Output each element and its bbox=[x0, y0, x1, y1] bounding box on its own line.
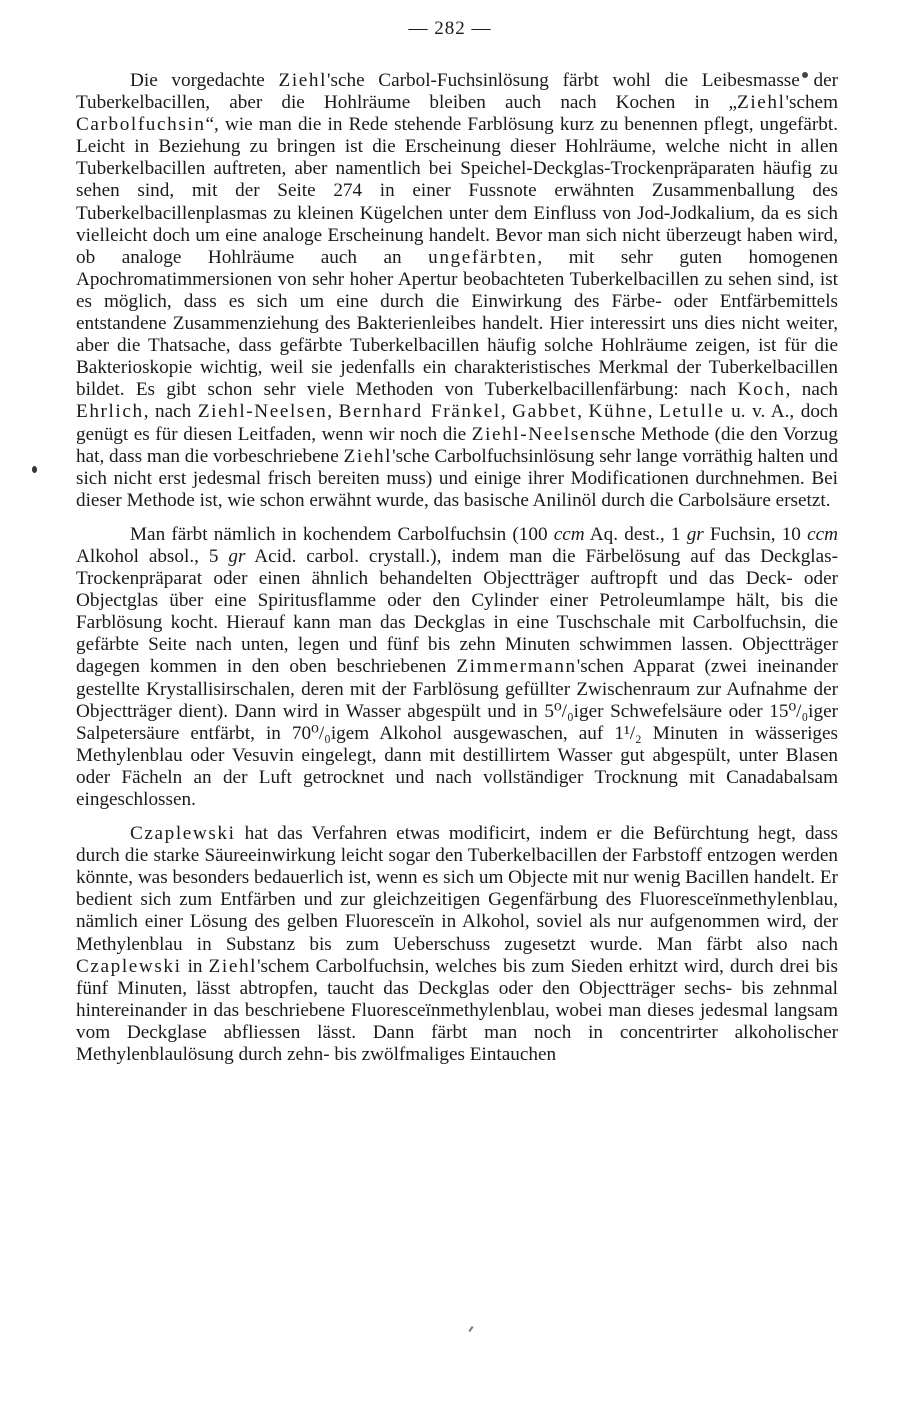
unit-abbreviation: ccm bbox=[553, 523, 585, 545]
text-run: , bbox=[500, 401, 513, 423]
text-run: Alkohol absol., 5 bbox=[76, 545, 229, 567]
author-name: Kühne bbox=[588, 401, 648, 423]
text-run: , bbox=[577, 401, 589, 423]
text-run: in bbox=[181, 955, 209, 977]
author-name: Ziehl-Neelsen bbox=[197, 401, 328, 423]
author-name: Ehrlich bbox=[76, 401, 144, 423]
text-run: Man färbt nämlich in kochendem Carbolfuchsin (100 bbox=[130, 523, 554, 545]
text-run: 'schem bbox=[785, 92, 838, 114]
text-run: , nach bbox=[785, 379, 838, 401]
author-name: Ziehl-Neelsen bbox=[471, 423, 602, 445]
text-run: u. v. A., doch genügt es für diesen Leitfaden, wenn wir noch die bbox=[76, 401, 839, 445]
text-run: , nach bbox=[143, 401, 198, 423]
author-name: Letulle bbox=[659, 401, 725, 423]
text-run: , mit sehr guten homogenen Apochromatimmersionen von sehr hoher Apertur beobachteten Tuberkelbacillen zu sehen sind, ist es möglich, dass es sich um eine durch die Einwirkung des Färbe- oder Entfärbemittels entstandene Zusammenziehung des Bakterienleibes handelt. Hier interessirt uns dies nicht weiter, aber die Thatsache, dass gefärbte Tuberkelbacillen häufig solche Hohlräume zeigen, ist für die Bakterioskopie wichtig, weil sie jedenfalls ein charakteristisches Merkmal der Tuberkelbacillen bildet. Es gibt schon sehr viele Methoden von Tuberkelbacillenfärbung: nach bbox=[76, 246, 839, 401]
margin-mark bbox=[32, 466, 37, 473]
author-name: Czaplewski bbox=[130, 823, 236, 845]
author-name: Ziehl bbox=[278, 70, 328, 91]
author-name: Carbolfuchsin bbox=[76, 114, 206, 136]
text-run: , bbox=[647, 401, 660, 423]
text-run: “, wie man die in Rede stehende Farblösung kurz zu benennen pflegt, ungefärbt. Leicht in Beziehung zu bringen ist die Erscheinung dieser Hohlräume, welche nicht in allen Tuberkelbacillen auftreten, aber namentlich bei Speichel-Deckglas-Trockenpräparaten häufig zu sehen sind, mit der Seite 274 in einer Fussnote erwähnten Zusammenballung des Tuberkelbacillenplasmas zu kleinen Kügelchen unter dem Einfluss von Jod-Jodkalium, da es sich vielleicht doch um eine analoge Erscheinung handelt. Bevor man sich nicht überzeugt haben wird, ob analoge Hohlräume auch an bbox=[76, 114, 838, 268]
page-number: — 282 — bbox=[408, 18, 492, 39]
unit-abbreviation: gr bbox=[228, 545, 246, 567]
author-name: Zimmermann bbox=[456, 656, 577, 678]
unit-abbreviation: gr bbox=[686, 523, 704, 545]
author-name: Ziehl bbox=[737, 92, 786, 114]
text-run: , bbox=[327, 401, 339, 423]
paragraph bbox=[76, 823, 838, 1066]
body-text bbox=[76, 70, 838, 1078]
unit-abbreviation: ccm bbox=[807, 523, 838, 545]
text-run: 'schem Carbolfuchsin, welches bis zum Sieden erhitzt wird, durch drei bis fünf Minuten, lässt abtropfen, taucht das Deckglas oder den Objectträger sechs- bis zehnmal hintereinander in das beschriebene Fluoresceïnmethylenblau, wobei man dieses jedesmal langsam vom Deckglase abfliessen lässt. Dann färbt man noch in concentrirter alkoholischer Methylenblaulösung durch zehn- bis zwölfmaliges Eintauchen bbox=[76, 955, 838, 1066]
text-run: sche Methode (die den Vorzug hat, dass man die vorbeschriebene bbox=[76, 423, 838, 467]
text-run: Die vorgedachte bbox=[130, 70, 279, 91]
author-name: Ziehl bbox=[208, 955, 258, 977]
paragraph bbox=[76, 70, 838, 512]
paragraph bbox=[76, 524, 838, 811]
author-name: Ziehl bbox=[343, 445, 393, 467]
text-run: Acid. carbol. crystall.), indem man die Färbelösung auf das Deckglas-Trockenpräparat oder einen ähnlich behandelten Objectträger auftropft und das Deck- oder Objectglas über eine Spiritusflamme oder den Cylinder einer Petroleumlampe hält, bis die Farblösung kocht. Hierauf kann man das Deckglas in eine Tuschschale mit Carbolfuchsin, die gefärbte Seite nach unten, legen und fünf bis zehn Minuten schwimmen lassen. Objectträger dagegen kommen in den oben beschriebenen bbox=[76, 545, 838, 678]
ink-speck bbox=[468, 1326, 473, 1332]
text-run: 'sche Carbol-Fuchsinlösung färbt wohl die Leibesmasse der Tuberkelbacillen, aber die Hohlräume bleiben auch nach Kochen in „ bbox=[76, 70, 838, 114]
author-name: Gabbet bbox=[512, 401, 578, 423]
author-name: Bernhard Fränkel bbox=[338, 401, 501, 423]
text-run: hat das Verfahren etwas modificirt, indem er die Befürchtung hegt, dass durch die starke Säureeinwirkung leicht sogar den Tuberkelbacillen der Farbstoff entzogen werden könnte, was besonders bedauerlich ist, wenn es sich um Objecte mit nur wenig Bacillen handelt. Er bedient sich zum Entfärben und zur gleichzeitigen Gegenfärbung des Fluoresceïnmethylenblau, nämlich einer Lösung des gelben Fluoresceïn in Alkohol, soviel als nur aufgenommen wird, der Methylenblau in Substanz bis zum Ueberschuss zugesetzt wurde. Man färbt also nach bbox=[76, 823, 838, 955]
text-run: 'sche Carbolfuchsinlösung sehr lange vorräthig halten und sich nicht erst jedesmal frisch bereiten muss) und einige ihrer Modificationen durchnehmen. Bei dieser Methode ist, wie schon erwähnt wurde, das basische Anilinöl durch die Carbolsäure ersetzt. bbox=[76, 445, 838, 511]
author-name: ungefärbten bbox=[428, 246, 538, 268]
author-name: Koch bbox=[737, 379, 786, 401]
text-run: 'schen Apparat (zwei ineinander gestellte Krystallisirschalen, deren mit der Farblösung gefüllter Zwischenraum zur Aufnahme der Objectträger dient). Dann wird in Wasser abgespült und in 5⁰/₀iger Schwefelsäure oder 15⁰/₀iger Salpetersäure entfärbt, in 70⁰/₀igem Alkohol ausgewaschen, auf 1¹/₂ Minuten in wässeriges Methylenblau oder Vesuvin eingelegt, dann mit destillirtem Wasser gut abgespült, unter Blasen oder Fächeln an der Luft getrocknet und nach vollständiger Trocknung mit Canadabalsam eingeschlossen. bbox=[76, 656, 838, 810]
text-run: Fuchsin, 10 bbox=[703, 523, 808, 545]
author-name: Czaplewski bbox=[76, 955, 182, 977]
text-run: Aq. dest., 1 bbox=[584, 523, 687, 545]
